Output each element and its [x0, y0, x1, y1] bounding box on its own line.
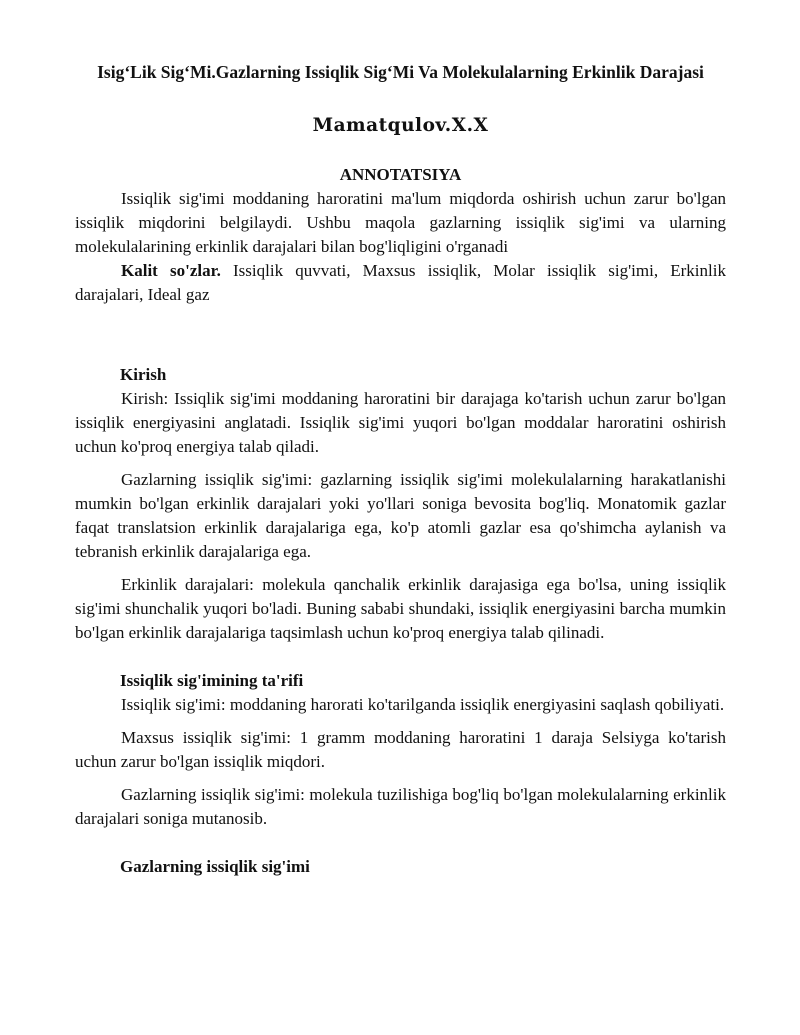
keywords-list: Issiqlik quvvati, Maxsus issiqlik, Molar issiqlik sig'imi, Erkinlik darajalari, Ideal gaz: [75, 261, 726, 304]
gases-heading: Gazlarning issiqlik sig'imi: [120, 857, 310, 876]
definition-paragraph: Issiqlik sig'imi: moddaning harorati ko'tarilganda issiqlik energiyasini saqlash qobiliyati.: [121, 695, 725, 714]
definition-paragraph: Gazlarning issiqlik sig'imi: molekula tuzilishiga bog'liq bo'lgan molekulalarning erkinlik darajalari soniga mutanosib.: [75, 785, 726, 828]
document-page: [75, 60, 726, 879]
keywords-paragraph: [75, 259, 726, 307]
document-title: Isig‘Lik Sig‘Mi.Gazlarning Issiqlik Sig‘Mi Va Molekulalarning Erkinlik Darajasi: [97, 62, 704, 82]
definition-paragraph: Maxsus issiqlik sig'imi: 1 gramm moddaning haroratini 1 daraja Selsiyga ko'tarish uchun zarur bo'lgan issiqlik miqdori.: [75, 728, 726, 771]
author-name: Mamatqulov.X.X: [312, 115, 489, 136]
intro-paragraph: Gazlarning issiqlik sig'imi: gazlarning issiqlik sig'imi molekulalarning harakatlanishi mumkin bo'lgan erkinlik darajalari yoki yo'llari soniga bevosita bog'liq. Monatomik gazlar faqat translatsion erkinlik darajalariga ega, ko'p atomli gazlar esa qo'shimcha aylanish va tebranish erkinlik darajalariga ega.: [75, 470, 726, 561]
intro-paragraph: Kirish: Issiqlik sig'imi moddaning haroratini bir darajaga ko'tarish uchun zarur bo'lgan issiqlik energiyasini anglatadi. Issiqlik sig'imi yuqori bo'lgan moddalar haroratini oshirish uchun ko'proq energiya talab qiladi.: [75, 389, 726, 456]
definition-heading: Issiqlik sig'imining ta'rifi: [120, 671, 304, 690]
intro-heading: Kirish: [120, 365, 167, 384]
annotation-heading: ANNOTATSIYA: [339, 165, 462, 184]
keywords-label: Kalit so'zlar.: [121, 261, 221, 280]
annotation-text: Issiqlik sig'imi moddaning haroratini ma'lum miqdorda oshirish uchun zarur bo'lgan issiqlik miqdorini belgilaydi. Ushbu maqola gazlarning issiqlik sig'imi va ularning molekulalarining erkinlik darajalari bilan bog'liqligini o'rganadi: [75, 189, 726, 256]
intro-paragraph: Erkinlik darajalari: molekula qanchalik erkinlik darajasiga ega bo'lsa, uning issiqlik sig'imi shunchalik yuqori bo'ladi. Buning sababi shundaki, issiqlik energiyasini barcha mumkin bo'lgan erkinlik darajalariga taqsimlash uchun ko'proq energiya talab qilinadi.: [75, 575, 726, 642]
